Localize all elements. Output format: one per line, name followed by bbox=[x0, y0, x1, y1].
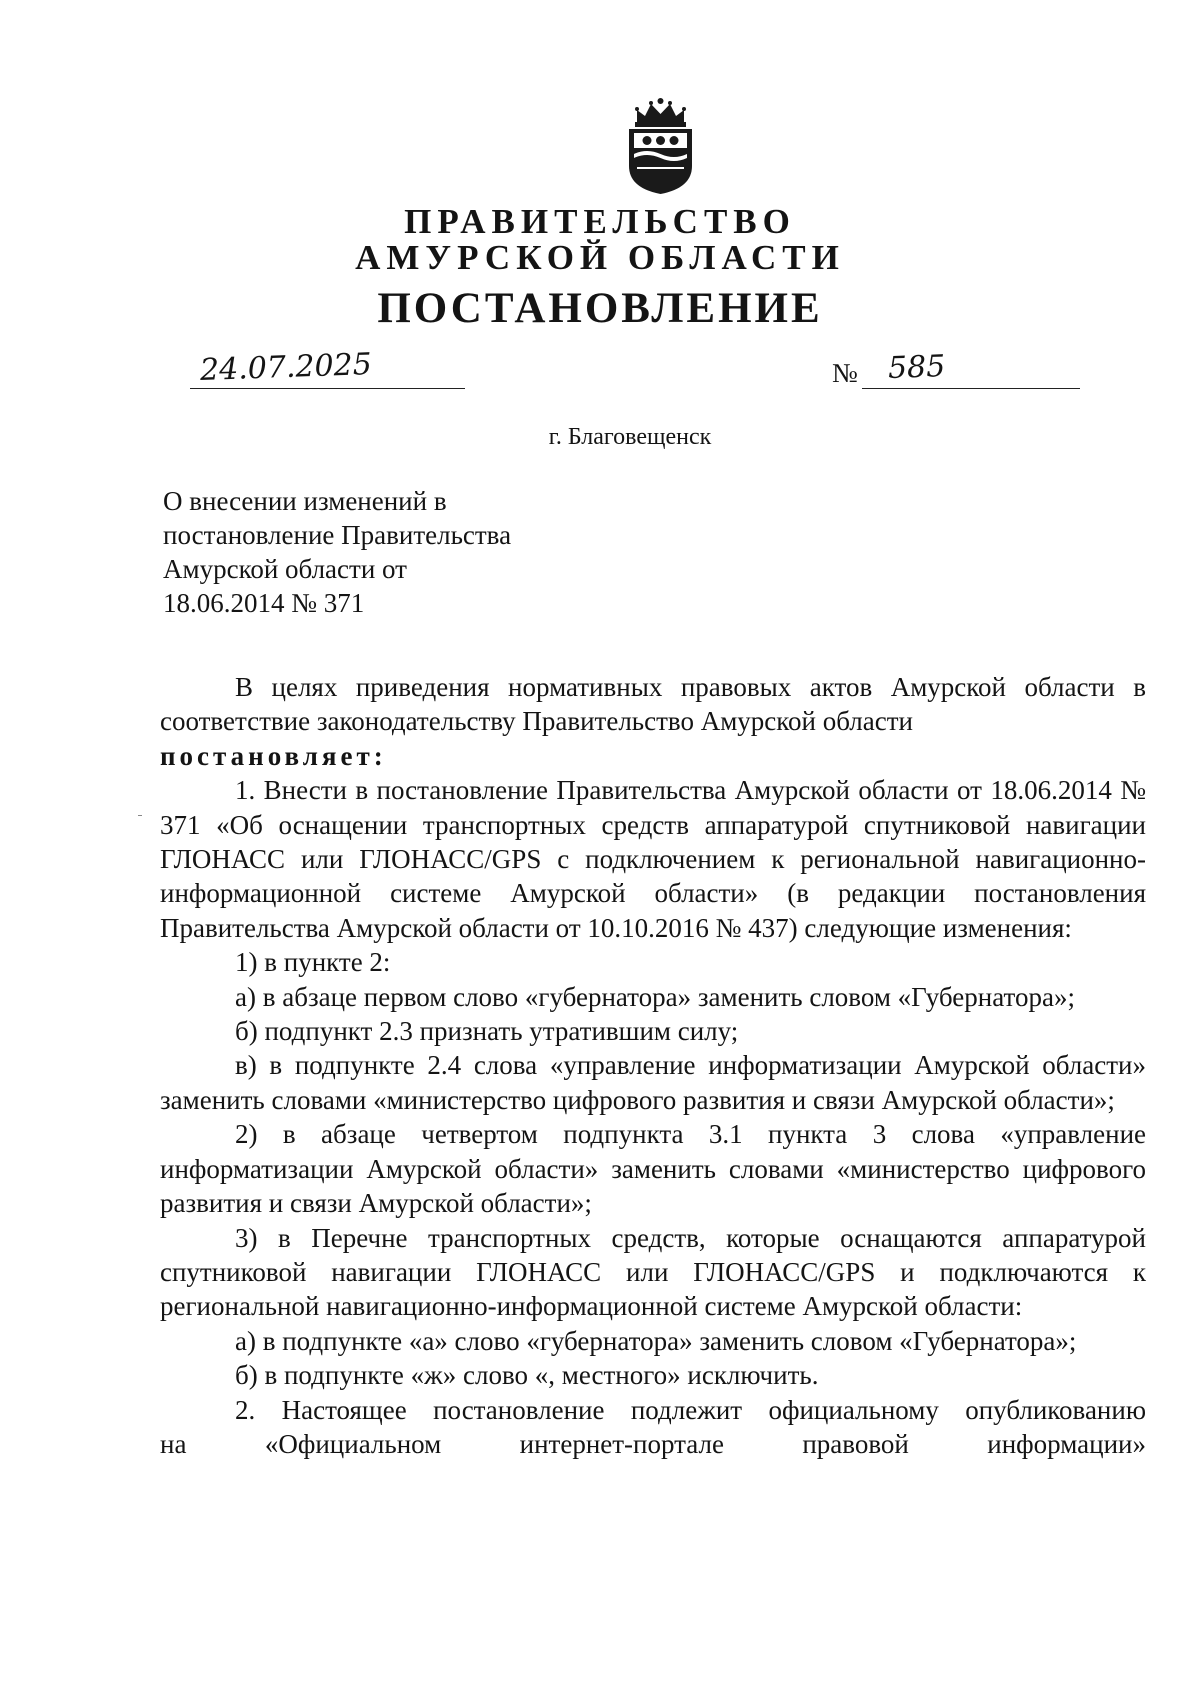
number-sign: № bbox=[832, 358, 858, 388]
handwritten-number: 585 bbox=[887, 349, 946, 386]
paragraph-1-item-3b: б) в подпункте «ж» слово «, местного» исключить. bbox=[235, 1360, 819, 1391]
paragraph-1: 1. Внести в постановление Правительства Амурской области от 18.06.2014 № 371 «Об оснащении транспортных средств аппаратурой спутниковой навигации ГЛОНАСС или ГЛОНАСС/GPS с подключением к региональной навигационно-информационной системе Амурской области» (в редакции постановления Правительства Амурской области от 10.10.2016 № 437) следующие изменения: bbox=[160, 775, 1146, 943]
document-subject bbox=[163, 484, 511, 620]
document-body bbox=[160, 670, 1146, 1461]
paragraph-1-item-1b: б) подпункт 2.3 признать утратившим силу; bbox=[235, 1016, 739, 1047]
paragraph-1-item-1v: в) в подпункте 2.4 слова «управление информатизации Амурской области» заменить словами «министерство цифрового развития и связи Амурской области»; bbox=[160, 1050, 1146, 1115]
city-name: г. Благовещенск bbox=[548, 424, 712, 450]
coat-of-arms-icon bbox=[623, 96, 698, 196]
decree-word: постановляет: bbox=[160, 740, 387, 771]
paragraph-1-item-1: 1) в пункте 2: bbox=[235, 947, 391, 978]
margin-mark bbox=[138, 815, 142, 816]
paragraph-2: 2. Настоящее постановление подлежит официальному опубликованию bbox=[235, 1394, 1146, 1425]
subject-line-2: постановление Правительства bbox=[163, 520, 512, 550]
handwritten-date: 24.07.2025 bbox=[199, 347, 373, 388]
paragraph-1-item-1a: а) в абзаце первом слово «губернатора» заменить словом «Губернатора»; bbox=[235, 981, 1075, 1012]
paragraph-1-item-3a: а) в подпункте «а» слово «губернатора» заменить словом «Губернатора»; bbox=[235, 1325, 1077, 1356]
organization-name-line2: АМУРСКОЙ ОБЛАСТИ bbox=[355, 238, 845, 277]
document-type-title: ПОСТАНОВЛЕНИЕ bbox=[377, 285, 823, 332]
organization-name-line1: ПРАВИТЕЛЬСТВО bbox=[404, 202, 796, 241]
paragraph-1-item-2: 2) в абзаце четвертом подпункта 3.1 пункта 3 слова «управление информатизации Амурской области» заменить словами «министерство цифрового развития и связи Амурской области»; bbox=[160, 1119, 1146, 1219]
date-underline bbox=[190, 382, 465, 389]
subject-line-4: 18.06.2014 № 371 bbox=[163, 588, 365, 618]
subject-line-1: О внесении изменений в bbox=[163, 486, 447, 516]
subject-line-3: Амурской области от bbox=[163, 554, 407, 584]
paragraph-1-item-3: 3) в Перечне транспортных средств, которые оснащаются аппаратурой спутниковой навигации ГЛОНАСС или ГЛОНАСС/GPS и подключаются к региональной навигационно-информационной системе Амурской области: bbox=[160, 1222, 1146, 1322]
paragraph-2-continuation: на «Официальном интернет-портале правовой информации» bbox=[160, 1428, 1146, 1459]
number-underline bbox=[862, 382, 1080, 389]
intro-paragraph: В целях приведения нормативных правовых актов Амурской области в соответствие законодательству Правительство Амурской области bbox=[160, 672, 1146, 737]
